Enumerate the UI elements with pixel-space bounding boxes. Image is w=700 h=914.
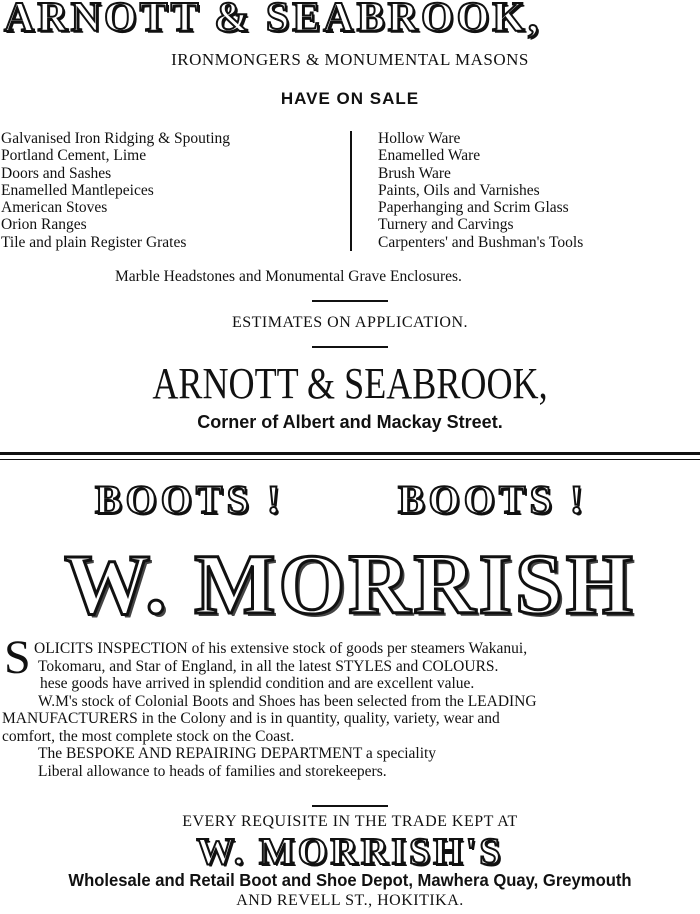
list-item: Carpenters' and Bushman's Tools xyxy=(378,233,584,251)
list-item: Orion Ranges xyxy=(1,216,87,234)
ad-separator-rule xyxy=(0,452,700,455)
body-line: OLICITS INSPECTION of his extensive stock of goods per steamers Wakanui, xyxy=(34,640,528,657)
arnott-seabrook-headline: ARNOTT & SEABROOK, xyxy=(4,0,542,41)
requisite-line: EVERY REQUISITE IN THE TRADE KEPT AT xyxy=(182,813,518,830)
revell-street-line: AND REVELL ST., HOKITIKA. xyxy=(236,892,464,909)
list-item: Doors and Sashes xyxy=(1,164,112,182)
list-item: Galvanised Iron Ridging & Spouting xyxy=(1,130,231,147)
body-line: hese goods have arrived in splendid condition and are excellent value. xyxy=(40,675,475,692)
morrish-possessive-display: W. MORRISH'S xyxy=(196,831,504,873)
ad1-address: Corner of Albert and Mackay Street. xyxy=(197,412,503,432)
list-item: Brush Ware xyxy=(378,164,451,182)
list-item: Portland Cement, Lime xyxy=(1,147,147,165)
have-on-sale-heading: HAVE ON SALE xyxy=(280,89,420,108)
body-line: Tokomaru, and Star of England, in all the latest STYLES and COLOURS. xyxy=(38,657,499,675)
list-item: American Stoves xyxy=(1,199,108,217)
ad-separator-rule xyxy=(0,459,700,460)
morrish-name-display: W. MORRISH xyxy=(64,536,636,632)
list-item: Enamelled Mantlepeices xyxy=(1,181,154,199)
divider-rule xyxy=(312,346,388,348)
list-item: Tile and plain Register Grates xyxy=(1,233,187,251)
ad2-body-text xyxy=(0,640,537,780)
list-item: Paints, Oils and Varnishes xyxy=(378,181,540,199)
arnott-seabrook-signature: ARNOTT & SEABROOK, xyxy=(152,359,548,408)
body-line: Liberal allowance to heads of families and storekeepers. xyxy=(38,762,387,780)
list-item: Enamelled Ware xyxy=(378,147,481,165)
body-line: W.M's stock of Colonial Boots and Shoes has been selected from the LEADING xyxy=(38,692,537,710)
depot-line: Wholesale and Retail Boot and Shoe Depot, Mawhera Quay, Greymouth xyxy=(68,870,632,890)
divider-rule xyxy=(312,300,388,302)
column-divider xyxy=(350,131,352,251)
divider-rule xyxy=(312,805,388,807)
body-line: comfort, the most complete stock on the Coast. xyxy=(2,727,295,745)
marble-headstones-line: Marble Headstones and Monumental Grave Enclosures. xyxy=(115,268,462,285)
list-item: Hollow Ware xyxy=(378,130,461,147)
list-item: Turnery and Carvings xyxy=(378,216,514,234)
ad1-subtitle: IRONMONGERS & MONUMENTAL MASONS xyxy=(171,50,529,69)
dropcap-letter: S xyxy=(4,631,31,684)
estimates-line: ESTIMATES ON APPLICATION. xyxy=(231,314,469,331)
boots-heading-left: BOOTS ! xyxy=(95,477,285,522)
ad1-left-item-list xyxy=(1,130,230,251)
ad1-right-item-list xyxy=(378,130,583,251)
list-item: Paperhanging and Scrim Glass xyxy=(378,199,569,217)
body-line: The BESPOKE AND REPAIRING DEPARTMENT a speciality xyxy=(38,745,437,762)
boots-heading-right: BOOTS ! xyxy=(398,477,588,522)
body-line: MANUFACTURERS in the Colony and is in quantity, quality, variety, wear and xyxy=(2,710,500,727)
